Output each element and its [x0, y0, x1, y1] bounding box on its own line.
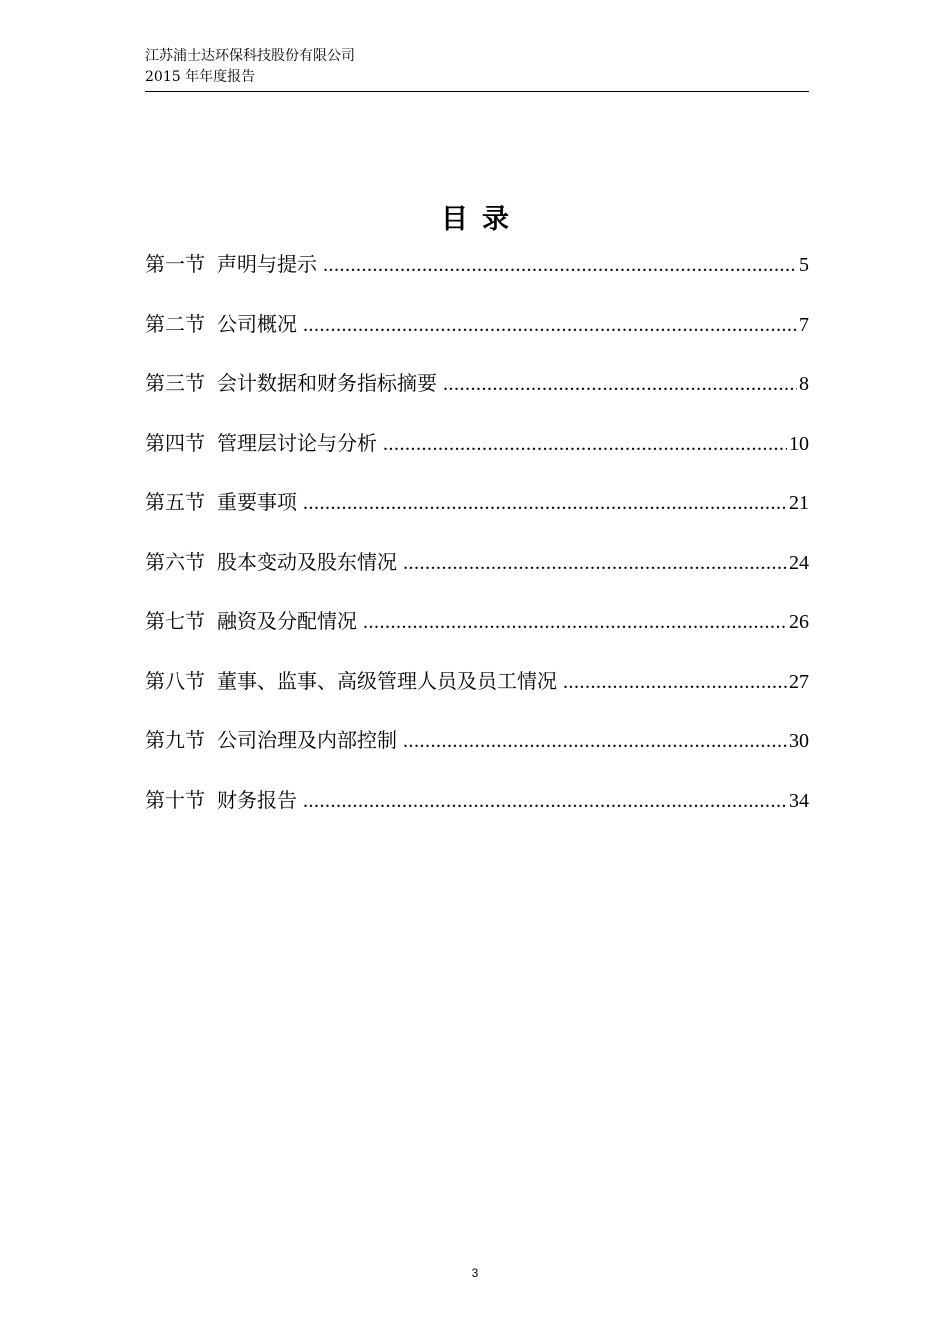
toc-page-number: 10 — [789, 432, 809, 455]
toc-section-label: 第二节 — [145, 311, 205, 336]
toc-dot-leader — [323, 245, 797, 285]
toc-item-10[interactable] — [145, 780, 809, 840]
toc-section-title: 重要事项 — [217, 490, 297, 514]
toc-dot-leader — [303, 781, 787, 821]
toc-section-title: 声明与提示 — [217, 252, 317, 276]
toc-section-label: 第八节 — [145, 668, 205, 693]
table-of-contents — [145, 244, 809, 839]
toc-section-label: 第九节 — [145, 728, 205, 752]
toc-item-1[interactable] — [145, 244, 809, 304]
page-header — [145, 46, 809, 88]
toc-page-number: 5 — [799, 254, 809, 276]
toc-item-7[interactable] — [145, 601, 809, 661]
toc-section-title: 管理层讨论与分析 — [217, 430, 377, 455]
toc-dot-leader — [403, 543, 787, 583]
toc-section-title: 董事、监事、高级管理人员及员工情况 — [217, 668, 557, 693]
toc-section-label: 第四节 — [145, 430, 205, 455]
header-report-title: 2015 年年度报告 — [145, 69, 256, 85]
toc-dot-leader — [363, 602, 787, 642]
toc-section-label: 第七节 — [145, 609, 205, 633]
toc-item-6[interactable] — [145, 542, 809, 602]
toc-section-title: 融资及分配情况 — [217, 609, 357, 633]
toc-section-title: 股本变动及股东情况 — [217, 549, 397, 574]
toc-page-number: 26 — [789, 611, 809, 633]
toc-page-number: 7 — [799, 313, 809, 336]
toc-page-number: 30 — [789, 730, 809, 752]
toc-section-title: 会计数据和财务指标摘要 — [217, 371, 437, 395]
toc-dot-leader — [563, 662, 787, 702]
toc-section-label: 第一节 — [145, 252, 205, 276]
toc-title: 目录 — [441, 204, 523, 236]
toc-section-label: 第十节 — [145, 787, 205, 812]
toc-item-2[interactable] — [145, 304, 809, 364]
toc-item-8[interactable] — [145, 661, 809, 721]
toc-page-number: 24 — [789, 551, 809, 574]
toc-item-5[interactable] — [145, 482, 809, 542]
toc-section-label: 第三节 — [145, 371, 205, 395]
toc-item-3[interactable] — [145, 363, 809, 423]
toc-section-label: 第五节 — [145, 490, 205, 514]
toc-page-number: 34 — [789, 789, 809, 812]
toc-dot-leader — [303, 305, 797, 345]
toc-section-title: 公司治理及内部控制 — [217, 728, 397, 752]
toc-dot-leader — [303, 483, 787, 523]
toc-dot-leader — [403, 721, 787, 761]
toc-page-number: 21 — [789, 492, 809, 514]
toc-dot-leader — [443, 364, 797, 404]
toc-section-title: 公司概况 — [217, 311, 297, 336]
header-company-name: 江苏浦士达环保科技股份有限公司 — [145, 48, 355, 64]
toc-page-number: 27 — [789, 670, 809, 693]
toc-section-label: 第六节 — [145, 549, 205, 574]
header-divider — [145, 91, 809, 92]
toc-item-9[interactable] — [145, 720, 809, 780]
toc-dot-leader — [383, 424, 787, 464]
toc-item-4[interactable] — [145, 423, 809, 483]
toc-section-title: 财务报告 — [217, 787, 297, 812]
toc-page-number: 8 — [799, 373, 809, 395]
page-number: 3 — [471, 1266, 479, 1280]
